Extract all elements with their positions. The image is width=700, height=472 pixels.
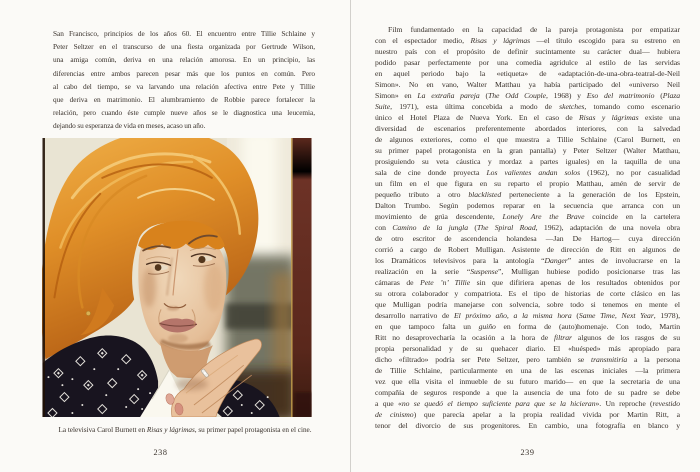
text-line <box>375 398 680 409</box>
italic-text: The Spiral Road <box>476 223 536 232</box>
text-segment: a la persona <box>627 355 680 364</box>
text-segment: de Tillie Schlaine, particularmente en una de las escenas iniciales —la primera <box>375 366 680 375</box>
text-segment: que deriva en matrimonio. El alumbramiento de Robbie parece fortalecer la <box>53 94 315 104</box>
italic-text: La extraña pareja <box>417 91 480 100</box>
italic-text: Eso del matrimonio <box>586 91 655 100</box>
text-segment: en que tampoco falta un <box>375 322 479 331</box>
text-line <box>375 233 680 244</box>
text-line <box>53 27 315 40</box>
right-page-paragraph <box>375 24 680 431</box>
text-line <box>375 123 680 134</box>
text-line <box>375 178 680 189</box>
carol-burnett-photo <box>42 138 312 417</box>
text-segment: coincide en la cartelera <box>584 212 680 221</box>
text-line <box>53 40 315 53</box>
text-segment: , 1971), esta última concebida a modo de <box>390 102 560 111</box>
text-line <box>375 244 680 255</box>
italic-text: blacklisted <box>468 190 502 199</box>
text-segment: ». Un reproche ( <box>595 399 653 408</box>
text-line <box>375 266 680 277</box>
text-line <box>375 354 680 365</box>
text-line <box>53 67 315 80</box>
text-line <box>375 101 680 112</box>
italic-text: Risas y lágrimas <box>146 426 195 434</box>
text-line <box>375 299 680 310</box>
text-segment: diferencias entre ambos parecen pesar más que los puntos en común. Pero <box>53 68 315 78</box>
text-segment: tenor del divorcio de sus progenitores. En cambio, una fotografía en blanco y <box>375 421 680 430</box>
italic-text: revestido <box>652 399 680 408</box>
text-line <box>375 79 680 90</box>
text-segment: compañía de seguros responde a que la ausencia de una foto de su padre se debe <box>375 388 680 397</box>
text-segment: de algunos exteriores, como el que muestra a Tillie Schlaine (Carol Burnett, en <box>375 135 680 144</box>
window-bar <box>291 138 312 417</box>
text-segment: los Dramáticos televisivos para la antología “ <box>375 256 545 265</box>
photo-left-edge <box>42 138 44 417</box>
text-segment: , su primer papel protagonista en el cine. <box>194 426 312 434</box>
text-segment: —el título escogido para su estreno en <box>530 36 680 45</box>
text-line <box>375 145 680 156</box>
text-line <box>375 68 680 79</box>
text-segment: Peter Seltzer en el transcurso de una fiesta organizada por Gertrude Wilson, <box>53 42 315 52</box>
page-right <box>351 0 700 472</box>
text-segment: ) que parecía apelar a la propia realidad vivida por Martin Ritt, a <box>413 410 680 419</box>
italic-text: Suspense <box>470 267 498 276</box>
text-line <box>375 255 680 266</box>
text-line <box>375 134 680 145</box>
italic-text: Lonely Are the Brave <box>502 212 585 221</box>
text-segment: con <box>375 223 393 232</box>
text-segment: movimiento de grúa descendente, <box>375 212 503 221</box>
text-segment: relación, pero cuando éste cumple nueve años se le diagnostica una leucemia, <box>53 108 315 118</box>
text-segment: propia personalidad y de su quehacer diario. El «huésped» más apropiado para <box>375 344 680 353</box>
text-line <box>375 46 680 57</box>
text-segment: perteneciente a la generación de los Epstein, <box>501 190 680 199</box>
text-segment: ” antes de involucrarse en la <box>567 256 680 265</box>
italic-text: sketches <box>559 102 585 111</box>
text-segment: realización en la serie “ <box>375 267 471 276</box>
text-segment: dejando su esperanza de vida en meses, acaso un año. <box>53 121 206 131</box>
text-segment: La televisiva Carol Burnett en <box>58 426 147 434</box>
text-segment: Film fundamentado en la capacidad de la pareja protagonista por empatizar <box>388 25 680 34</box>
italic-text: Risas y lágrimas <box>470 36 531 45</box>
text-segment: un film en el que figura en su reparto el propio Matthau, amén de servir de <box>375 179 680 188</box>
italic-text: de cinismo <box>375 410 414 419</box>
text-line <box>375 90 680 101</box>
text-segment: de otro escritor de ascendencia holandesa —Jan De Hartog— cuya dirección <box>375 234 680 243</box>
italic-text: Plaza <box>662 91 680 100</box>
earring <box>86 311 90 315</box>
page-number-left: 238 <box>153 448 168 457</box>
text-segment: ( <box>479 91 488 100</box>
text-segment: con el espectador medio, <box>375 36 471 45</box>
text-segment: ( <box>654 91 663 100</box>
text-segment: Ritt no desaprovecharía la ocasión a la hora de <box>375 333 554 342</box>
italic-text: Pete ’n’ Tillie <box>420 278 471 287</box>
text-line <box>375 156 680 167</box>
text-line <box>53 119 315 132</box>
text-segment: cámaras de <box>375 278 421 287</box>
italic-text: transmitiría <box>591 355 628 364</box>
photo-figure <box>42 138 312 417</box>
text-segment: nuestro país con el propósito de definir sucintamente su carácter dual— hubiera <box>375 47 680 56</box>
text-segment: corrió a cargo de Robert Mulligan. Asistente de dirección de Ritt en algunos de <box>375 245 680 254</box>
text-segment: su otrora colaborador y compatriota. Es el tipo de historias de corte clásico en las <box>375 289 680 298</box>
text-line <box>53 53 315 66</box>
text-line <box>375 321 680 332</box>
text-segment: que Mulligan podría manejarse con solvencia, sobre todo si tenemos en mente el <box>375 300 680 309</box>
text-segment: al cabo del tiempo, se va larvando una relación afectiva entre Pete y Tillie <box>53 81 315 91</box>
text-segment: pequeño tributo a otro <box>375 190 469 199</box>
italic-text: guiño <box>478 322 496 331</box>
text-line <box>375 35 680 46</box>
text-line <box>375 200 680 211</box>
text-segment: existe una <box>638 113 680 122</box>
italic-text: Same Time, Next Year <box>578 311 654 320</box>
text-segment: ”, Mulligan hubiese podido posicionarse tras las <box>497 267 680 276</box>
text-segment: en forma de (auto)homenaje. Con todo, Martin <box>495 322 680 331</box>
italic-text: Danger <box>544 256 568 265</box>
text-segment: prosiguiendo su veta cáustica y mordaz a partes iguales) en la taquilla de una <box>375 157 680 166</box>
text-segment: algunos de los rasgos de su <box>572 333 680 342</box>
text-segment: único el Hotel Plaza de Nueva York. En el caso de <box>375 113 579 122</box>
text-segment: , tomando como escenario <box>584 102 680 111</box>
text-line <box>53 106 315 119</box>
text-line <box>375 222 680 233</box>
text-line <box>375 57 680 68</box>
text-line <box>375 211 680 222</box>
text-line <box>375 409 680 420</box>
text-segment: desarrollo narrativo de <box>375 311 454 320</box>
text-segment: sala de cine donde proyecta <box>375 168 487 177</box>
text-segment: ( <box>571 311 579 320</box>
text-segment: una amiga común, deriva en una relación amorosa. En un principio, las <box>53 55 315 65</box>
text-line <box>375 277 680 288</box>
text-line <box>375 167 680 178</box>
text-segment: , 1978), <box>653 311 680 320</box>
italic-text: Risas y lágrimas <box>579 113 639 122</box>
text-segment: Dalton Trumbo. Según podemos reparar en la secuencia que arranca con un <box>375 201 680 210</box>
text-segment: (1962), no por casualidad <box>580 168 680 177</box>
text-line <box>53 93 315 106</box>
text-line <box>375 189 680 200</box>
text-segment: sin que difiriera apenas de los resultados obtenidos por <box>470 278 680 287</box>
text-segment: su primer papel protagonista en la gran pantalla) y Peter Seltzer (Walter Matthau, <box>375 146 680 155</box>
text-line <box>375 420 680 431</box>
text-line <box>375 365 680 376</box>
text-line <box>53 80 315 93</box>
text-line <box>375 24 680 35</box>
italic-text: Suite <box>375 102 391 111</box>
italic-text: The Odd Couple <box>488 91 546 100</box>
page-number-right: 239 <box>520 448 535 457</box>
text-segment: a que « <box>375 399 402 408</box>
text-line <box>375 112 680 123</box>
text-line <box>375 343 680 354</box>
text-line <box>375 376 680 387</box>
photo-caption <box>45 426 325 435</box>
text-line <box>375 332 680 343</box>
text-segment: San Francisco, principios de los años 60. El encuentro entre Tillie Schlaine y <box>53 29 315 38</box>
text-line <box>375 387 680 398</box>
text-segment: Simon» en <box>375 91 418 100</box>
text-segment: diversidad de escenarios preferentemente abordados interiores, con la salvedad <box>375 124 680 133</box>
text-line <box>375 288 680 299</box>
text-segment: , 1968) y <box>546 91 587 100</box>
text-segment: , 1962), adaptación de una novela obra <box>535 223 680 232</box>
italic-text: Camino de la jungla <box>392 223 468 232</box>
text-segment: vez que ella visita el inmueble de su futuro marido— en que la secretaria de una <box>375 377 680 386</box>
text-segment: en aquel periodo bajo la «etiqueta» de «adaptación-de-una-obra-teatral-de-Neil <box>375 69 680 78</box>
text-line <box>375 310 680 321</box>
text-segment: Simon». No en vano, Walter Matthau ya había participado del «universo Neil <box>375 80 680 89</box>
italic-text: filtrar <box>553 333 572 342</box>
italic-text: Los valientes andan solos <box>486 168 581 177</box>
text-segment: podido pasar perfectamente por una comedia agridulce al estilo de las servidas <box>375 58 680 67</box>
italic-text: El próximo año, a la misma hora <box>453 311 572 320</box>
italic-text: no se quedó el tiempo suficiente para que se la hicieran <box>401 399 596 408</box>
text-segment: dicho «filtrado» podría ser Pete Seltzer, pero también se <box>375 355 591 364</box>
left-page-paragraph <box>53 27 315 133</box>
text-segment: ( <box>468 223 477 232</box>
